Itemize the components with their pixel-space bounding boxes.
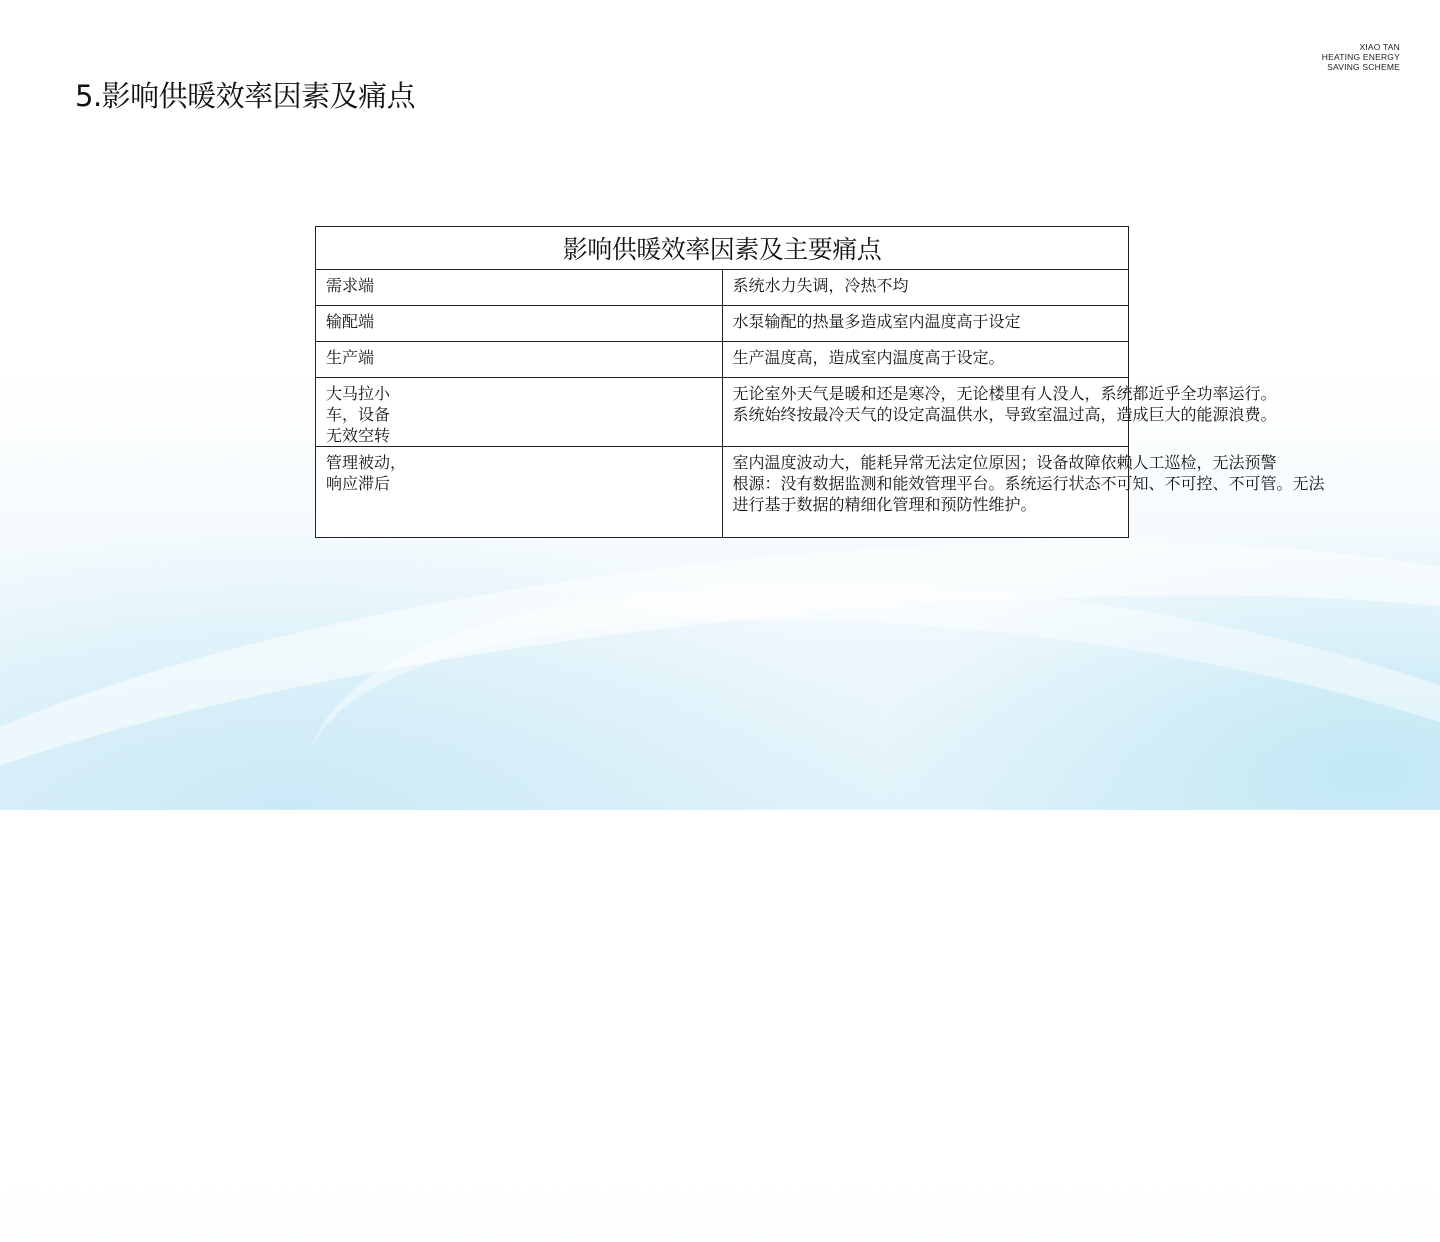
brand-logo-text (1322, 42, 1400, 72)
brand-line: XIAO TAN (1359, 42, 1400, 52)
desc-line: 生产温度高，造成室内温度高于设定。 (732, 348, 1005, 367)
desc-line: 室内温度波动大，能耗异常无法定位原因；设备故障依赖人工巡检，无法预警 (732, 453, 1277, 472)
row-description (722, 342, 1129, 378)
row-label (316, 270, 723, 306)
row-description (722, 378, 1277, 447)
label-line: 需求端 (326, 276, 375, 295)
table-row (316, 342, 1129, 378)
desc-line: 系统水力失调，冷热不均 (732, 276, 909, 295)
desc-line: 无论室外天气是暖和还是寒冷，无论楼里有人没人，系统都近乎全功率运行。 (732, 384, 1277, 403)
row-description (722, 447, 1325, 538)
table-row (316, 306, 1129, 342)
desc-line: 进行基于数据的精细化管理和预防性维护。 (732, 495, 1037, 514)
label-line: 车，设备 (326, 405, 391, 424)
row-description (722, 306, 1129, 342)
page-title: 5.影响供暖效率因素及痛点 (75, 79, 416, 113)
label-line: 响应滞后 (326, 474, 391, 493)
table-row (316, 378, 1129, 447)
desc-line: 水泵输配的热量多造成室内温度高于设定 (732, 312, 1021, 331)
label-line: 生产端 (326, 348, 375, 367)
desc-line: 根源：没有数据监测和能效管理平台。系统运行状态不可知、不可控、不可管。无法 (732, 474, 1325, 493)
row-label (316, 378, 723, 447)
row-label (316, 306, 723, 342)
label-line: 输配端 (326, 312, 375, 331)
row-label (316, 447, 723, 538)
brand-line: HEATING ENERGY (1321, 52, 1400, 62)
row-description (722, 270, 1129, 306)
label-line: 管理被动， (326, 453, 407, 472)
brand-line: SAVING SCHEME (1327, 62, 1400, 72)
label-line: 大马拉小 (326, 384, 391, 403)
label-line: 无效空转 (326, 426, 391, 445)
table-row (316, 447, 1129, 538)
table-row (316, 270, 1129, 306)
table-title: 影响供暖效率因素及主要痛点 (316, 227, 1129, 270)
row-label (316, 342, 723, 378)
desc-line: 系统始终按最冷天气的设定高温供水，导致室温过高，造成巨大的能源浪费。 (732, 405, 1277, 424)
pain-points-table (315, 226, 1325, 538)
